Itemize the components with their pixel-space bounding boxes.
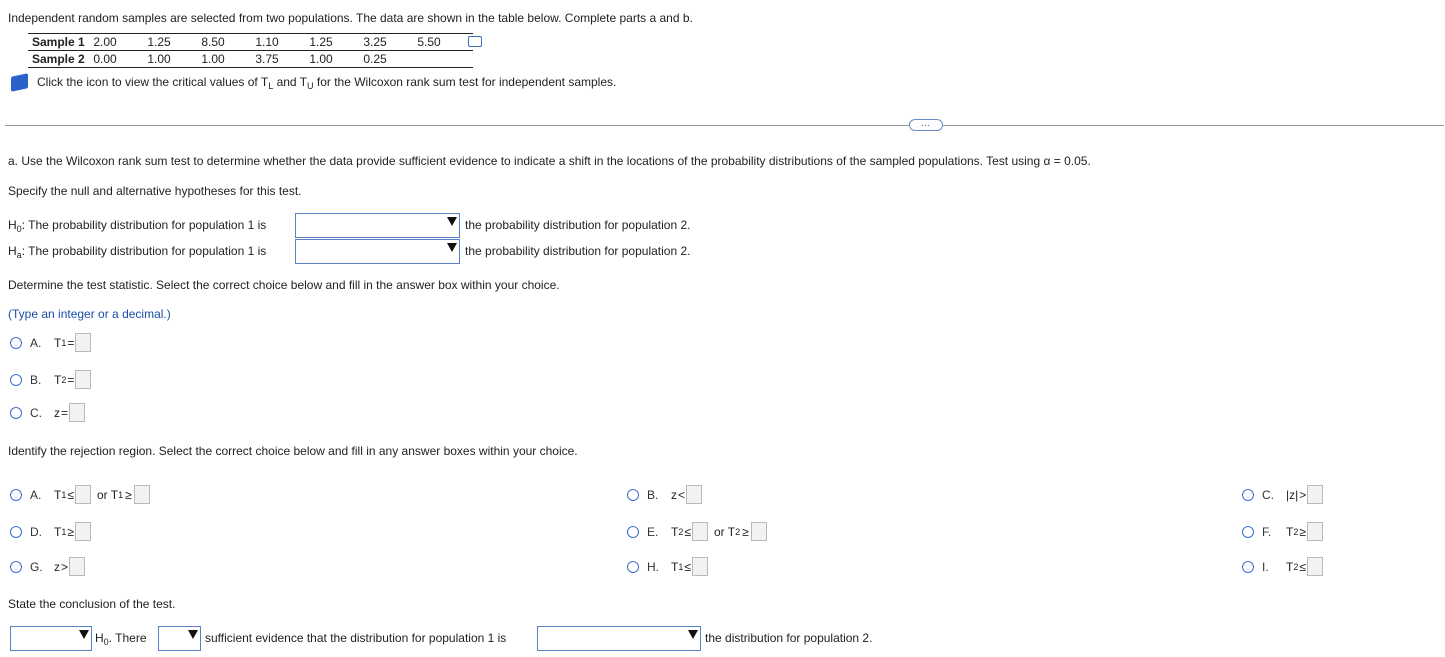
test-statistic-prompt: Determine the test statistic. Select the correct choice below and fill in the answer box within your choice.: [8, 278, 560, 292]
row-label: Sample 1: [28, 34, 91, 51]
answer-box[interactable]: [75, 522, 91, 541]
radio-button[interactable]: [1242, 561, 1254, 573]
null-hypothesis-label: $H_0$: The probability distribution for population 1 is: [8, 218, 267, 234]
table-cell: 1.25: [119, 34, 173, 51]
more-button[interactable]: …: [909, 119, 943, 131]
answer-box[interactable]: [69, 403, 85, 422]
stat-choice-c[interactable]: C. z =: [10, 403, 85, 422]
null-hypothesis-select[interactable]: [295, 213, 460, 238]
answer-box[interactable]: [69, 557, 85, 576]
rejection-choice-f[interactable]: F. T 2 ≥: [1242, 522, 1323, 541]
rejection-choice-b[interactable]: B. z <: [627, 485, 702, 504]
chevron-down-icon: [688, 630, 698, 639]
table-cell: 1.00: [147, 52, 171, 66]
answer-box[interactable]: [75, 333, 91, 352]
hypotheses-prompt: Specify the null and alternative hypotheses for this test.: [8, 184, 302, 198]
table-row-sample-1: [28, 34, 473, 51]
conclusion-mid-text: sufficient evidence that the distribution for population 1 is: [205, 631, 507, 645]
conclusion-relation-select[interactable]: [537, 626, 701, 651]
radio-button[interactable]: [10, 561, 22, 573]
table-cell: 1.00: [309, 52, 333, 66]
radio-button[interactable]: [1242, 526, 1254, 538]
table-cell: 3.75: [255, 52, 279, 66]
radio-button[interactable]: [627, 561, 639, 573]
answer-box[interactable]: [692, 522, 708, 541]
table-cell: 8.50: [173, 34, 227, 51]
table-cell: 1.25: [281, 34, 335, 51]
radio-button[interactable]: [627, 489, 639, 501]
table-cell: 0.25: [363, 52, 387, 66]
conclusion-decision-select[interactable]: [10, 626, 92, 651]
rejection-choice-e[interactable]: E. T 2 ≤ or T 2 ≥: [627, 522, 767, 541]
problem-intro: Independent random samples are selected from two populations. The data are shown in the table below. Complete parts a and b.: [8, 11, 693, 25]
row-label: Sample 2: [32, 52, 85, 66]
data-table: [28, 33, 473, 68]
answer-box[interactable]: [75, 370, 91, 389]
radio-button[interactable]: [10, 407, 22, 419]
answer-box[interactable]: [1307, 557, 1323, 576]
critical-values-note: Click the icon to view the critical values of $T_L$ and $T_U$ for the Wilcoxon rank sum test for independent samples.: [37, 75, 617, 91]
rejection-choice-c[interactable]: C. |z| >: [1242, 485, 1323, 504]
alt-hypothesis-tail: the probability distribution for population 2.: [465, 244, 691, 258]
stat-choice-a[interactable]: A. T 1 =: [10, 333, 91, 352]
table-row-sample-2: [28, 51, 473, 68]
chevron-down-icon: [447, 243, 457, 252]
conclusion-prompt: State the conclusion of the test.: [8, 597, 176, 611]
answer-box[interactable]: [751, 522, 767, 541]
type-hint: (Type an integer or a decimal.): [8, 307, 171, 321]
answer-box[interactable]: [692, 557, 708, 576]
copy-table-icon[interactable]: [468, 36, 482, 50]
rejection-choice-h[interactable]: H. T 1 ≤: [627, 557, 708, 576]
rejection-choice-g[interactable]: G. z >: [10, 557, 85, 576]
radio-button[interactable]: [627, 526, 639, 538]
answer-box[interactable]: [75, 485, 91, 504]
part-a-question: a. Use the Wilcoxon rank sum test to determine whether the data provide sufficient evidence to indicate a shift in the locations of the probability distributions of the sampled populations. Test using α = 0.05.: [8, 154, 1091, 168]
rejection-choice-d[interactable]: D. T 1 ≥: [10, 522, 91, 541]
answer-box[interactable]: [686, 485, 702, 504]
rejection-choice-i[interactable]: I. T 2 ≤: [1242, 557, 1323, 576]
table-cell: 1.00: [201, 52, 225, 66]
conclusion-h0-text: $H_0$. There: [95, 631, 147, 647]
alt-hypothesis-label: $H_a$: The probability distribution for population 1 is: [8, 244, 267, 260]
rejection-choice-a[interactable]: A. T 1 ≤ or T 1 ≥: [10, 485, 150, 504]
radio-button[interactable]: [1242, 489, 1254, 501]
table-cell: 5.50: [389, 34, 443, 51]
chevron-down-icon: [447, 217, 457, 226]
answer-box[interactable]: [1307, 485, 1323, 504]
conclusion-end-text: the distribution for population 2.: [705, 631, 873, 645]
table-cell: 1.10: [227, 34, 281, 51]
section-divider: [5, 125, 1444, 126]
radio-button[interactable]: [10, 526, 22, 538]
stat-choice-b[interactable]: B. T 2 =: [10, 370, 91, 389]
table-cell: 3.25: [335, 34, 389, 51]
chevron-down-icon: [188, 630, 198, 639]
chevron-down-icon: [79, 630, 89, 639]
answer-box[interactable]: [1307, 522, 1323, 541]
table-cell: 0.00: [93, 52, 117, 66]
table-cell: 2.00: [91, 34, 119, 51]
critical-values-icon[interactable]: [11, 75, 28, 93]
conclusion-evidence-select[interactable]: [158, 626, 201, 651]
radio-button[interactable]: [10, 489, 22, 501]
alt-hypothesis-select[interactable]: [295, 239, 460, 264]
radio-button[interactable]: [10, 337, 22, 349]
answer-box[interactable]: [134, 485, 150, 504]
radio-button[interactable]: [10, 374, 22, 386]
null-hypothesis-tail: the probability distribution for population 2.: [465, 218, 691, 232]
rejection-prompt: Identify the rejection region. Select the correct choice below and fill in any answer boxes within your choice.: [8, 444, 578, 458]
